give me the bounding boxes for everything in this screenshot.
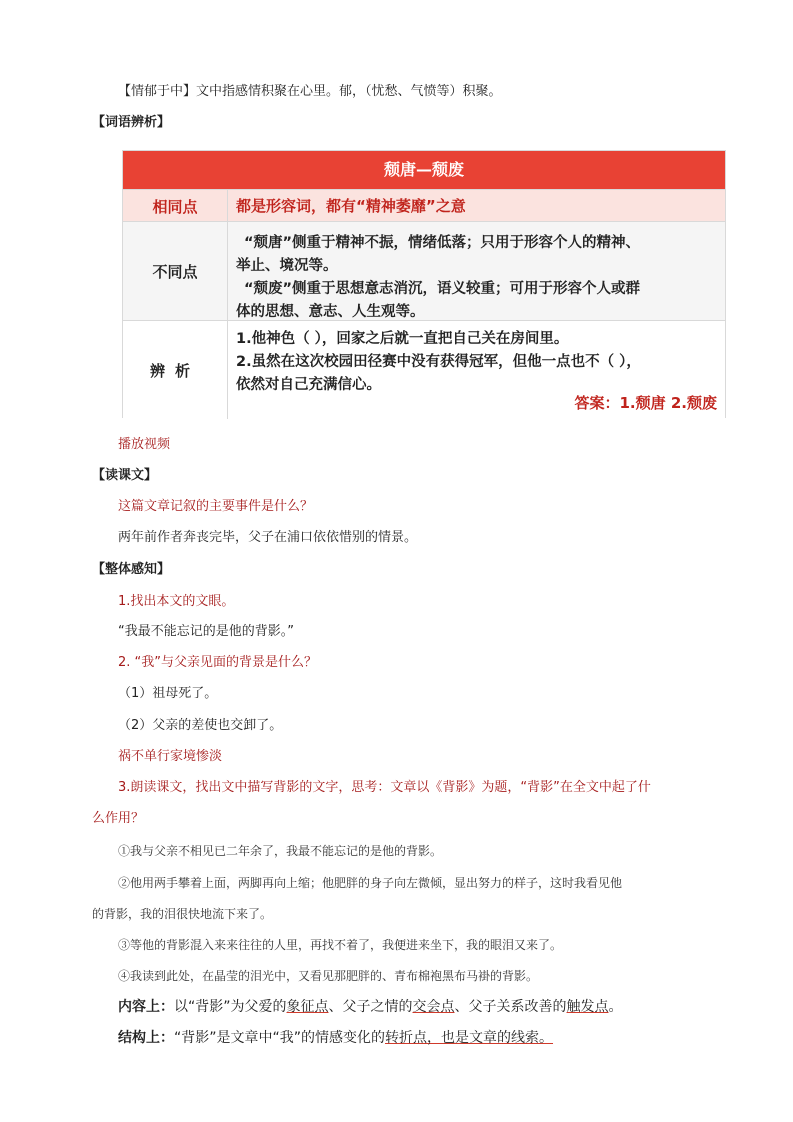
- table-row-diff: [123, 221, 725, 321]
- answer-2-1: （1）祖母死了。: [118, 686, 218, 701]
- table-row-same: [123, 189, 725, 222]
- table-row-analysis: [123, 320, 725, 419]
- play-video-link[interactable]: 播放视频: [118, 437, 171, 452]
- table-header: 颓唐—颓废: [123, 151, 725, 189]
- section-du-kewen: 【读课文】: [92, 468, 158, 483]
- reading-question: 这篇文章记叙的主要事件是什么？: [118, 499, 314, 514]
- analysis-line-1: 1.他神色（ ），回家之后就一直把自己关在房间里。: [236, 331, 569, 347]
- content-text-3: 、父子关系改善的: [454, 999, 567, 1015]
- diff-line-2: 举止、境况等。: [236, 258, 338, 274]
- content-keyword-3: 触发点: [566, 999, 609, 1015]
- word-comparison-table: [122, 150, 726, 418]
- analysis-answer: 答案：1.颓唐 2.颓废: [574, 394, 717, 412]
- question-2: 2. “我”与父亲见面的背景是什么？: [118, 655, 318, 670]
- structure-keyword: 转折点，也是文章的线索。: [385, 1030, 554, 1046]
- content-keyword-2: 交会点: [412, 999, 455, 1015]
- content-keyword-1: 象征点: [286, 999, 329, 1015]
- analysis-label: 辨析: [123, 321, 228, 419]
- answer-2-2: （2）父亲的差使也交卸了。: [118, 718, 283, 733]
- quote-2-line-1: ②他用两手攀着上面，两脚再向上缩；他肥胖的身子向左微倾，显出努力的样子，这时我看见他: [118, 876, 623, 890]
- question-3-line-1: 3.朗读课文，找出文中描写背影的文字，思考：文章以《背影》为题，“背影”在全文中起了什: [118, 780, 651, 795]
- background-note: 祸不单行家境惨淡: [118, 749, 223, 764]
- diff-text: [228, 222, 725, 321]
- same-label: 相同点: [123, 190, 228, 222]
- quote-1: ①我与父亲不相见已二年余了，我最不能忘记的是他的背影。: [118, 844, 443, 858]
- reading-answer: 两年前作者奔丧完毕，父子在浦口依依惜别的情景。: [118, 530, 418, 545]
- diff-line-4: 体的思想、意志、人生观等。: [236, 304, 425, 320]
- question-1: 1.找出本文的文眼。: [118, 594, 235, 609]
- section-zhengti-ganzhi: 【整体感知】: [92, 562, 171, 577]
- structure-label: 结构上：: [118, 1030, 174, 1046]
- analysis-line-2: 2.虽然在这次校园田径赛中没有获得冠军，但他一点也不（ ），: [236, 354, 641, 370]
- analysis-line-3: 依然对自己充满信心。: [236, 377, 381, 393]
- quote-4: ④我读到此处，在晶莹的泪光中，又看见那肥胖的、青布棉袍黑布马褂的背影。: [118, 969, 539, 983]
- quote-2-line-2: 的背影，我的泪很快地流下来了。: [92, 907, 273, 921]
- content-text-1: 以“背影”为父爱的: [174, 999, 287, 1015]
- answer-1: “我最不能忘记的是他的背影。”: [118, 624, 294, 639]
- structure-text-1: “背影”是文章中“我”的情感变化的: [174, 1030, 386, 1046]
- content-text-2: 、父子之情的: [328, 999, 413, 1015]
- qingyu-definition: 【情郁于中】文中指感情积聚在心里。郁，（忧愁、气愤等）积聚。: [118, 84, 502, 99]
- diff-line-3: “颓废”侧重于思想意志消沉，语义较重；可用于形容个人或群: [244, 281, 641, 297]
- content-label: 内容上：: [118, 999, 174, 1015]
- content-text-4: 。: [608, 999, 623, 1015]
- diff-line-1: “颓唐”侧重于精神不振，情绪低落；只用于形容个人的精神、: [244, 235, 641, 251]
- question-3-line-2: 么作用？: [92, 811, 145, 826]
- section-ciyu-bianxi: 【词语辨析】: [92, 115, 171, 130]
- structure-summary: [118, 1029, 553, 1047]
- same-text: 都是形容词，都有“精神萎靡”之意: [236, 197, 466, 215]
- quote-3: ③等他的背影混入来来往往的人里，再找不着了，我便进来坐下，我的眼泪又来了。: [118, 938, 563, 952]
- diff-label: 不同点: [123, 222, 228, 321]
- content-summary: [118, 998, 623, 1016]
